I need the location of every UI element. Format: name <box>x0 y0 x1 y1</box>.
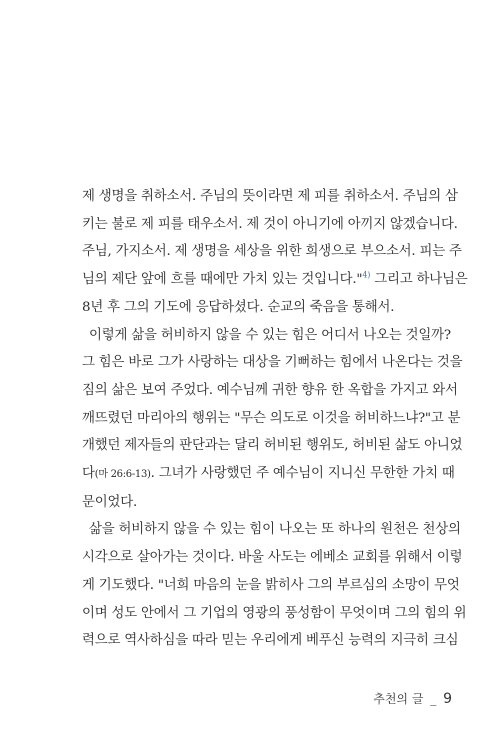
text-line: 개했던 제자들의 판단과는 달리 허비된 행위도, 허비된 삶도 아니었 <box>82 438 463 454</box>
section-title: 추천의 글 <box>373 692 424 706</box>
text-line: 그 힘은 바로 그가 사랑하는 대상을 기뻐하는 힘에서 나온다는 것을 <box>82 355 463 371</box>
text-line: 깨뜨렸던 마리아의 행위는 "무슨 의도로 이것을 허비하느냐?"고 분 <box>82 410 461 426</box>
text-line: 키는 불로 제 피를 태우소서. 제 것이 아니기에 아끼지 않겠습니다. <box>82 216 458 232</box>
text-line: 시각으로 살아가는 것이다. 바울 사도는 에베소 교회를 위해서 이렇 <box>82 550 463 566</box>
text-line: 삶을 허비하지 않을 수 있는 힘이 나오는 또 하나의 원천은 천상의 <box>89 522 461 538</box>
scripture-reference: (마 26:6-13) <box>94 469 151 481</box>
body-text <box>82 183 468 655</box>
text-segment: 다 <box>82 466 95 482</box>
text-line-with-reference <box>82 460 455 489</box>
text-line: 력으로 역사하심을 따라 믿는 우리에게 베푸신 능력의 지극히 크심 <box>82 633 459 649</box>
text-segment: 님의 제단 앞에 흐를 때에만 가치 있는 것입니다." <box>82 272 363 288</box>
page-number: 9 <box>443 691 452 707</box>
text-line: 8년 후 그의 기도에 응답하셨다. 순교의 죽음을 통해서. <box>82 299 395 315</box>
text-line: 이며 성도 안에서 그 기업의 영광의 풍성함이 무엇이며 그의 힘의 위 <box>82 605 467 621</box>
text-line: 짐의 삶은 보여 주었다. 예수님께 귀한 향유 한 옥합을 가지고 와서 <box>82 382 458 398</box>
text-line: 게 기도했다. "너희 마음의 눈을 밝히사 그의 부르심의 소망이 무엇 <box>82 577 460 593</box>
text-line-with-footnote <box>82 266 468 294</box>
footnote-marker: 4) <box>362 270 371 280</box>
text-line: 제 생명을 취하소서. 주님의 뜻이라면 제 피를 취하소서. 주님의 삼 <box>82 189 458 204</box>
text-line: 문이었다. <box>82 494 137 510</box>
footer-separator: _ <box>430 692 437 706</box>
text-line: 이렇게 삶을 허비하지 않을 수 있는 힘은 어디서 나오는 것일까? <box>89 327 451 343</box>
text-line: 주님, 가지소서. 제 생명을 세상을 위한 희생으로 부으소서. 피는 주 <box>82 244 462 260</box>
page-footer <box>0 690 452 707</box>
text-segment: . 그녀가 사랑했던 주 예수님이 지니신 무한한 가치 때 <box>150 466 455 482</box>
text-segment: 그리고 하나님은 <box>370 272 468 288</box>
